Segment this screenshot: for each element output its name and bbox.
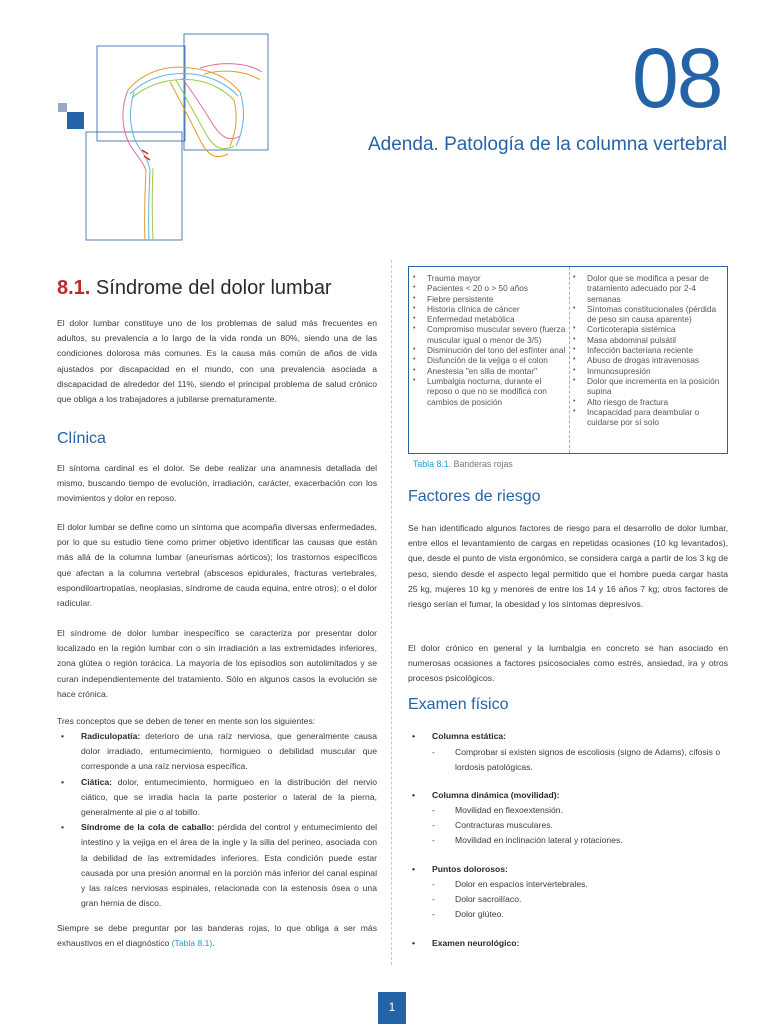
table-cell: • Anestesia "en silla de montar" [409,366,569,376]
final-end: . [212,938,215,949]
section-number: 8.1. [57,277,91,299]
concept-term: Ciática: [81,776,113,787]
section-title [57,277,332,300]
clinica-heading: Clínica [57,430,106,447]
list-item: - Dolor glúteo. [408,907,728,922]
table-column-2 [569,273,727,427]
riesgo-paragraph-2: El dolor crónico en general y la lumbalgia en concreto se han asociado en numerosas ocasiones a factores psicosociales como estrés, ansiedad, ira y otros procesos psicológicos. [408,643,728,684]
table-cell: • Pacientes < 20 o > 50 años [409,283,569,293]
concept-text: dolor, entumecimiento, hormigueo en la distribución del nervio ciático, que se irradia hacia la parte posterior o lateral de la pierna, generalmente al pie o al tobillo. [81,776,377,818]
exam-group-title: • Columna estática: [408,729,728,744]
final-text: Siempre se debe preguntar por las banderas rojas, lo que obliga a ser más exhaustivos en el diagnóstico [57,923,377,949]
page-number: 1 [378,992,406,1024]
table-cell: • Enfermedad metabólica [409,314,569,324]
list-item: - Movilidad en inclinación lateral y rotaciones. [408,833,728,848]
section-title-text: Síndrome del dolor lumbar [95,277,332,299]
table-cell: • Abuso de drogas intravenosas [569,355,727,365]
list-item: - Movilidad en flexoextensión. [408,803,728,818]
table-cell: • Trauma mayor [409,273,569,283]
riesgo-heading: Factores de riesgo [408,488,541,505]
table-cell: • Masa abdominal pulsátil [569,335,727,345]
table-cell: • Infección bacteriana reciente [569,345,727,355]
list-item [57,775,377,821]
clinica-paragraph-1: El síntoma cardinal es el dolor. Se debe realizar una anamnesis detallada del mismo, buscando tiempo de evolución, irradiación, carácter, exacerbación con los movimientos y dolor en reposo. [57,463,377,504]
table-reference-link[interactable]: (Tabla 8.1) [171,938,213,949]
concepts-intro: Tres conceptos que se deben de tener en mente son los siguientes: [57,716,316,726]
exam-group [408,862,728,923]
list-item: - Dolor sacroilíaco. [408,892,728,907]
intro-paragraph: El dolor lumbar constituye uno de los problemas de salud más frecuentes en adultos, su prevalencia a lo largo de la vida ronda un 80%, siendo una de las condiciones dolorosa más comunes. Es la causa más común de años de vida ajustados por discapacidad en el mundo, con una prevalencia asociada a discapacidad de alrededor del 11%, siendo el principal problema de salud crónico que obliga a los trabajadores a jubilarse prematuramente. [57,318,377,405]
table-cell: • Inmunosupresión [569,366,727,376]
final-paragraph [57,921,377,951]
caption-text: Banderas rojas [451,459,513,469]
exam-group-title: • Columna dinámica (movilidad): [408,788,728,803]
exam-group-title: • Puntos dolorosos: [408,862,728,877]
chapter-number: 08 [632,31,722,125]
list-item: - Contracturas musculares. [408,818,728,833]
table-cell: • Corticoterapia sistémica [569,324,727,334]
table-cell: • Síntomas constitucionales (pérdida de peso sin causa aparente) [569,304,727,325]
table-cell: • Disminución del tono del esfínter anal [409,345,569,355]
examen-heading: Examen físico [408,696,509,713]
table-cell: • Lumbalgia nocturna, durante el reposo o que no se modifica con cambios de posición [409,376,569,407]
list-item [57,729,377,775]
table-cell: • Dolor que se modifica a pesar de tratamiento adecuado por 2-4 semanas [569,273,727,304]
caption-label: Tabla 8.1. [413,459,452,469]
exam-group-title: • Examen neurológico: [408,936,728,951]
table-cell: • Disfunción de la vejiga o el colon [409,355,569,365]
clinica-paragraph-2: El dolor lumbar se define como un síntoma que acompaña diversas enfermedades, por lo que su estudio tiene como primer objetivo identificar las causas que están más allá de la columna lumbar (aneurismas aórticos); los trastornos específicos que afectan a la columna vertebral (abscesos epidurales, fracturas vertebrales, espondiloartropatías, neoplasias, síndrome de cauda equina, entre otros); o el dolor radicular. [57,522,377,609]
table-cell: • Alto riesgo de fractura [569,397,727,407]
table-cell: • Compromiso muscular severo (fuerza muscular igual o menor de 3/5) [409,324,569,345]
column-divider [391,260,392,965]
concept-text: pérdida del control y entumecimiento del intestino y la vejiga en el área de la ingle y la silla del perineo, asociada con la debilidad de las extremidades inferiores. Esta condición puede estar causada por una presión anormal en la porción más inferior del canal espinal y las raíces nerviosas espinales, relacionada con la estenosis ósea o una gran hernia de disco. [81,822,378,909]
table-cell: • Incapacidad para deambular o cuidarse por sí solo [569,407,727,428]
riesgo-paragraph-1: Se han identificado algunos factores de riesgo para el desarrollo de dolor lumbar, entre ellos el levantamiento de cargas en repetidas ocasiones (10 kg levantados), que, desde el punto de vista ergonómico, se considera carga a partir de los 3 kg de peso, siendo desde el aspecto legal permitido que el hombre pueda cargar hasta 25 kg, mujeres 10 kg y menores de entre los 14 y 16 años 7 kg; otros factores de riesgo serían el fumar, la obesidad y los síntomas depresivos. [408,523,728,610]
exam-group [408,936,728,951]
concept-term: Síndrome de la cola de caballo: [81,822,215,833]
list-item [57,820,377,911]
exam-group [408,788,728,849]
concept-term: Radiculopatía: [81,731,141,741]
table-cell: • Historia clínica de cáncer [409,304,569,314]
shoulder-illustration [50,30,270,245]
table-cell: • Dolor que incrementa en la posición supina [569,376,727,397]
table-caption [413,459,513,469]
exam-group [408,729,728,775]
red-flags-table [408,266,728,454]
clinica-paragraph-3: El síndrome de dolor lumbar inespecífico se caracteriza por presentar dolor localizado en la región lumbar con o sin irradiación a las extremidades inferiores, zona glútea o región torácica. La mayoría de los episodios son autolimitados y se curan independientemente del tratamiento. Sólo en algunos casos la evolución se hace crónica. [57,628,377,699]
table-cell: • Fiebre persistente [409,294,569,304]
list-item: - Comprobar si existen signos de escoliosis (signo de Adams), cifosis o lordosis patológicas. [408,745,728,775]
list-item: - Dolor en espacios intervertebrales. [408,877,728,892]
concept-text: deterioro de una raíz nerviosa, que generalmente causa dolor irradiado, entumecimiento, hormigueo o debilidad muscular que corresponde a una raíz nerviosa específica. [81,731,377,772]
table-column-1 [409,273,569,407]
concepts-list [57,729,377,911]
chapter-title: Adenda. Patología de la columna vertebral [368,134,728,155]
